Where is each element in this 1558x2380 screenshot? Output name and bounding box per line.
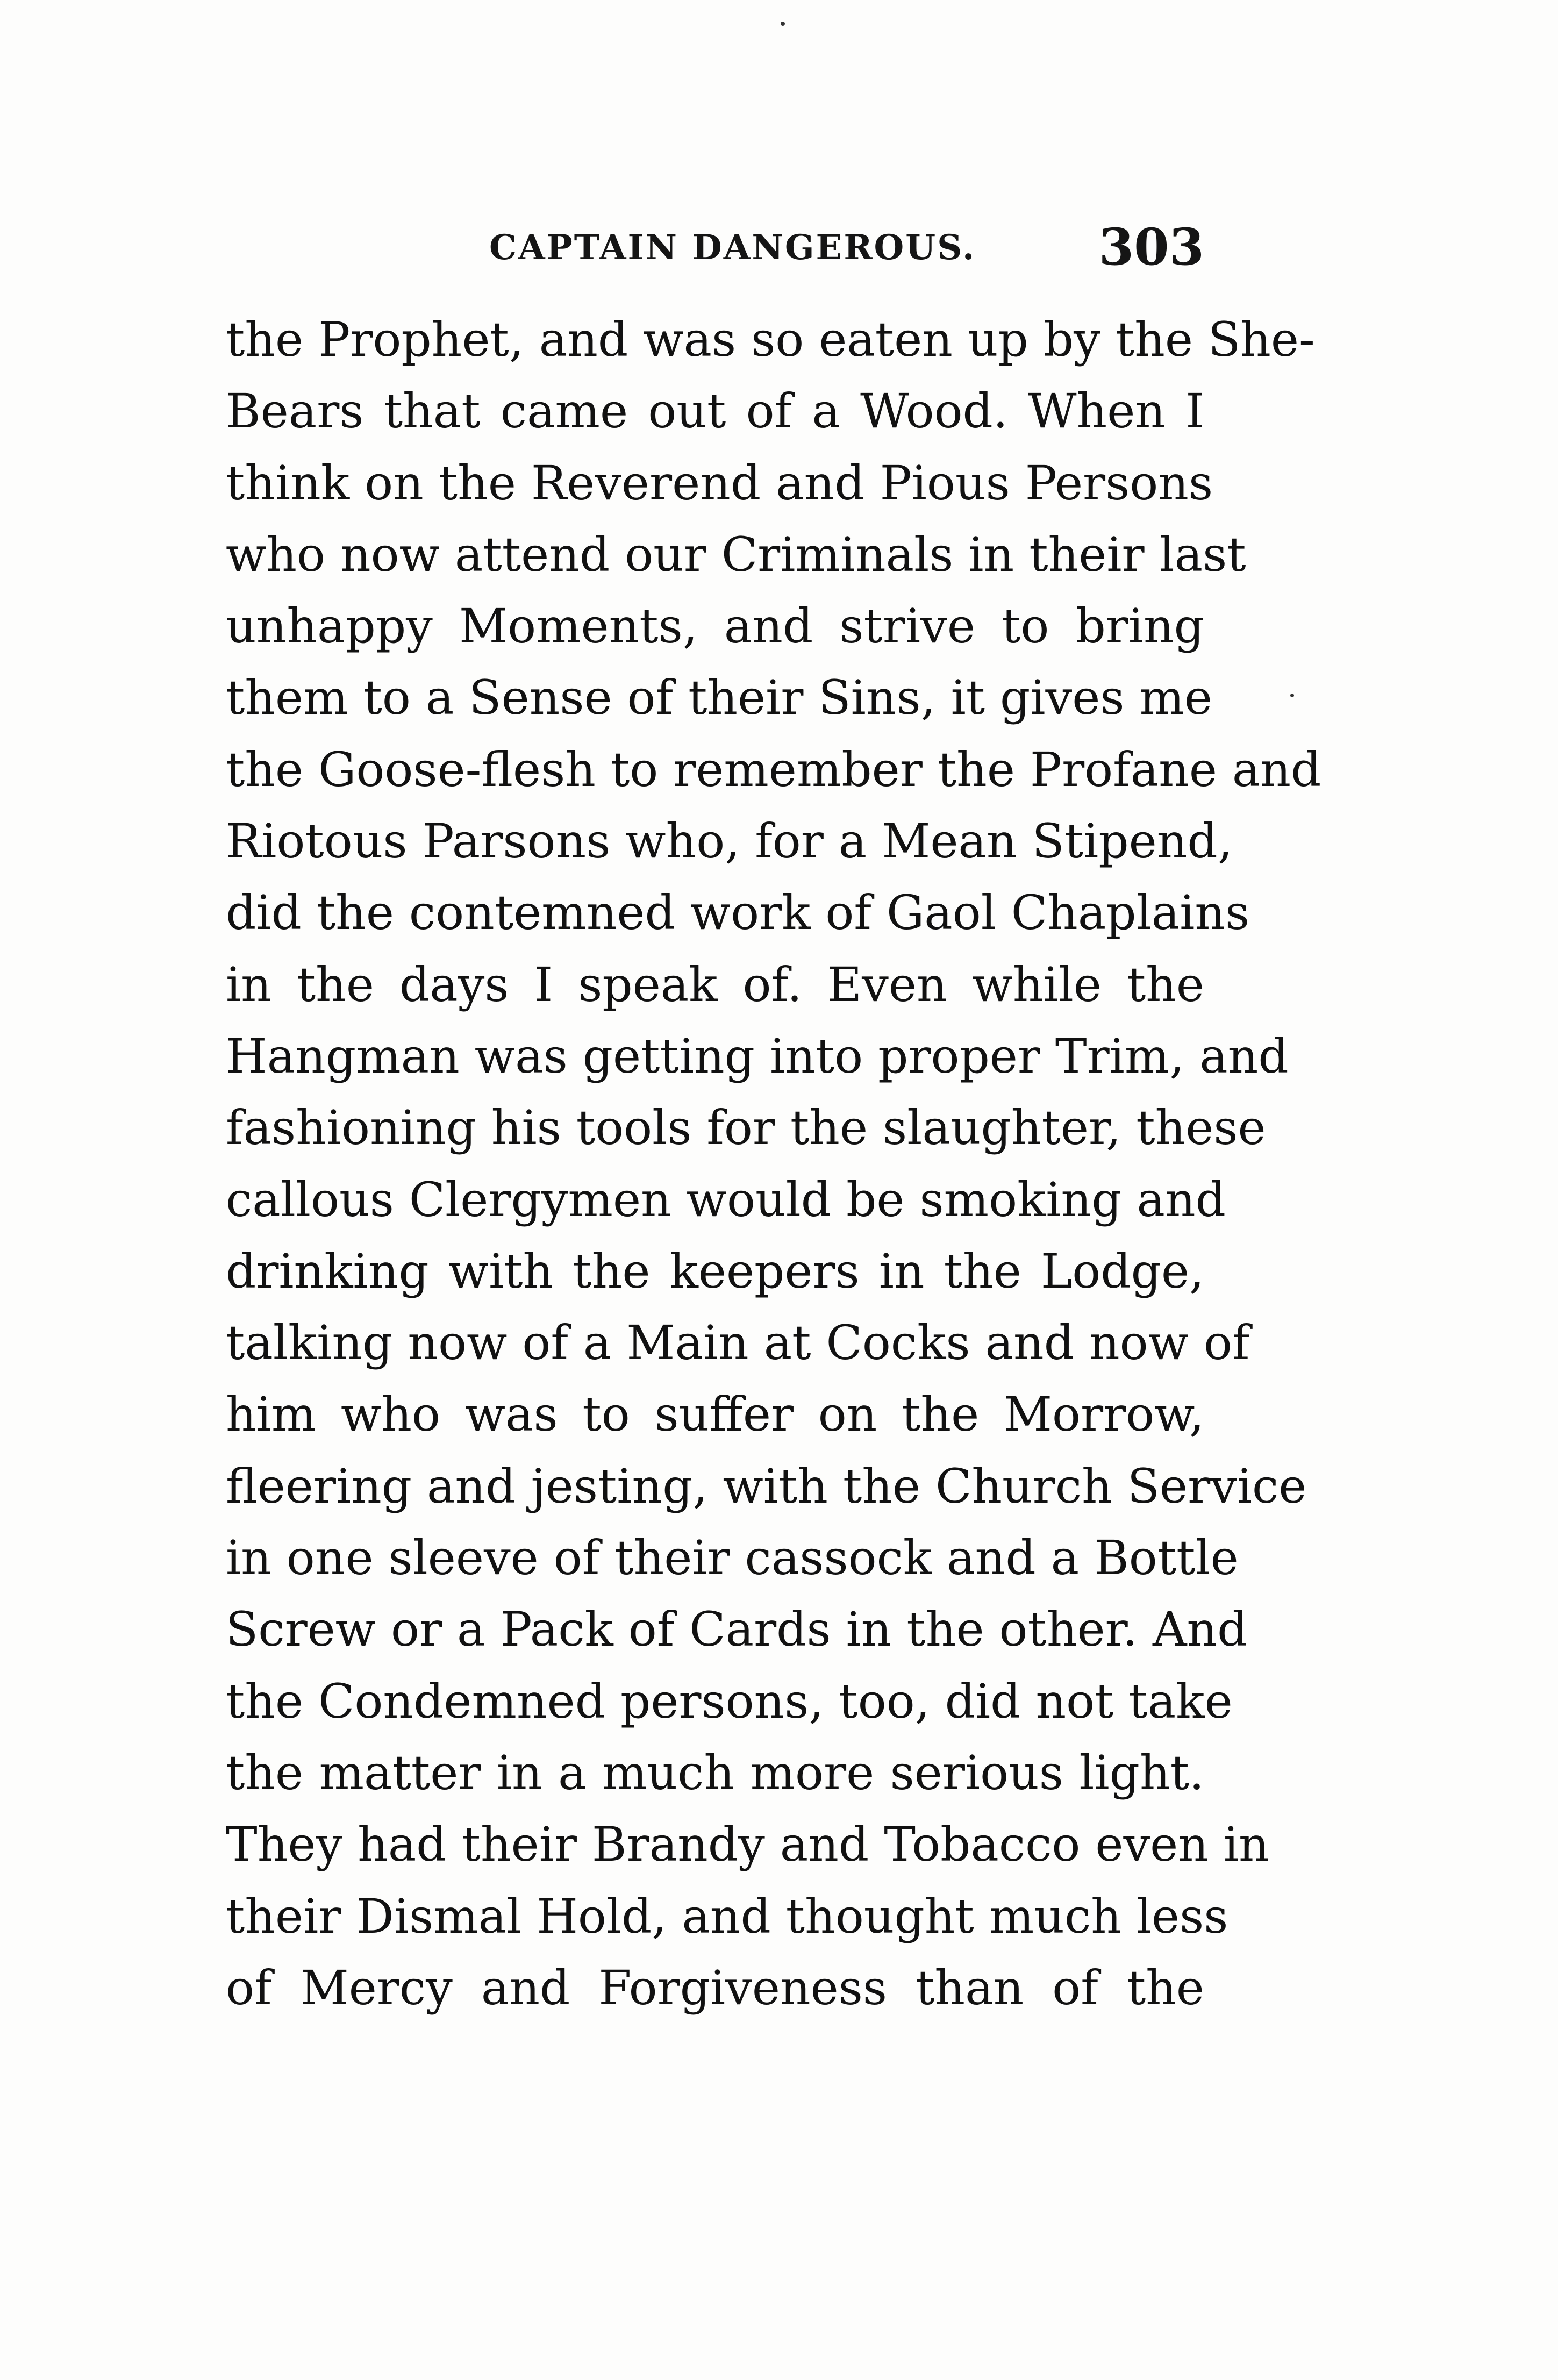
running-title: CAPTAIN DANGEROUS. bbox=[489, 227, 976, 268]
text-line: the Goose-flesh to remember the Profane and bbox=[226, 741, 1321, 797]
text-line: the Prophet, and was so eaten up by the She- bbox=[226, 312, 1315, 367]
page-number: 303 bbox=[1098, 218, 1204, 277]
text-line: them to a Sense of their Sins, it gives me bbox=[226, 670, 1212, 726]
text-line: unhappy Moments, and strive to bring bbox=[226, 598, 1204, 654]
text-line: talking now of a Main at Cocks and now of bbox=[226, 1315, 1250, 1371]
text-line: Screw or a Pack of Cards in the other. And bbox=[226, 1602, 1248, 1657]
text-line: of Mercy and Forgiveness than of the bbox=[226, 1960, 1204, 2016]
text-line: callous Clergymen would be smoking and bbox=[226, 1171, 1226, 1227]
print-speck bbox=[1290, 694, 1294, 697]
text-line: fashioning his tools for the slaughter, these bbox=[226, 1100, 1266, 1156]
text-line: think on the Reverend and Pious Persons bbox=[226, 455, 1213, 511]
text-line: the matter in a much more serious light. bbox=[226, 1745, 1204, 1800]
text-line: in one sleeve of their cassock and a Bottle bbox=[226, 1530, 1239, 1586]
body-text bbox=[226, 304, 1321, 2024]
text-line: They had their Brandy and Tobacco even in bbox=[226, 1817, 1269, 1872]
text-line: fleering and jesting, with the Church Service bbox=[226, 1458, 1307, 1514]
running-head bbox=[226, 218, 1204, 277]
text-line: the Condemned persons, too, did not take bbox=[226, 1673, 1233, 1729]
print-speck bbox=[781, 22, 785, 26]
text-line: drinking with the keepers in the Lodge, bbox=[226, 1243, 1204, 1299]
text-line: who now attend our Criminals in their last bbox=[226, 526, 1246, 582]
text-line: Hangman was getting into proper Trim, and bbox=[226, 1028, 1289, 1084]
text-line: Bears that came out of a Wood. When I bbox=[226, 383, 1204, 439]
text-line: him who was to suffer on the Morrow, bbox=[226, 1386, 1204, 1442]
text-line: Riotous Parsons who, for a Mean Stipend, bbox=[226, 813, 1233, 869]
text-line: did the contemned work of Gaol Chaplains bbox=[226, 885, 1250, 941]
text-line: their Dismal Hold, and thought much less bbox=[226, 1888, 1228, 1944]
text-line: in the days I speak of. Even while the bbox=[226, 956, 1204, 1012]
